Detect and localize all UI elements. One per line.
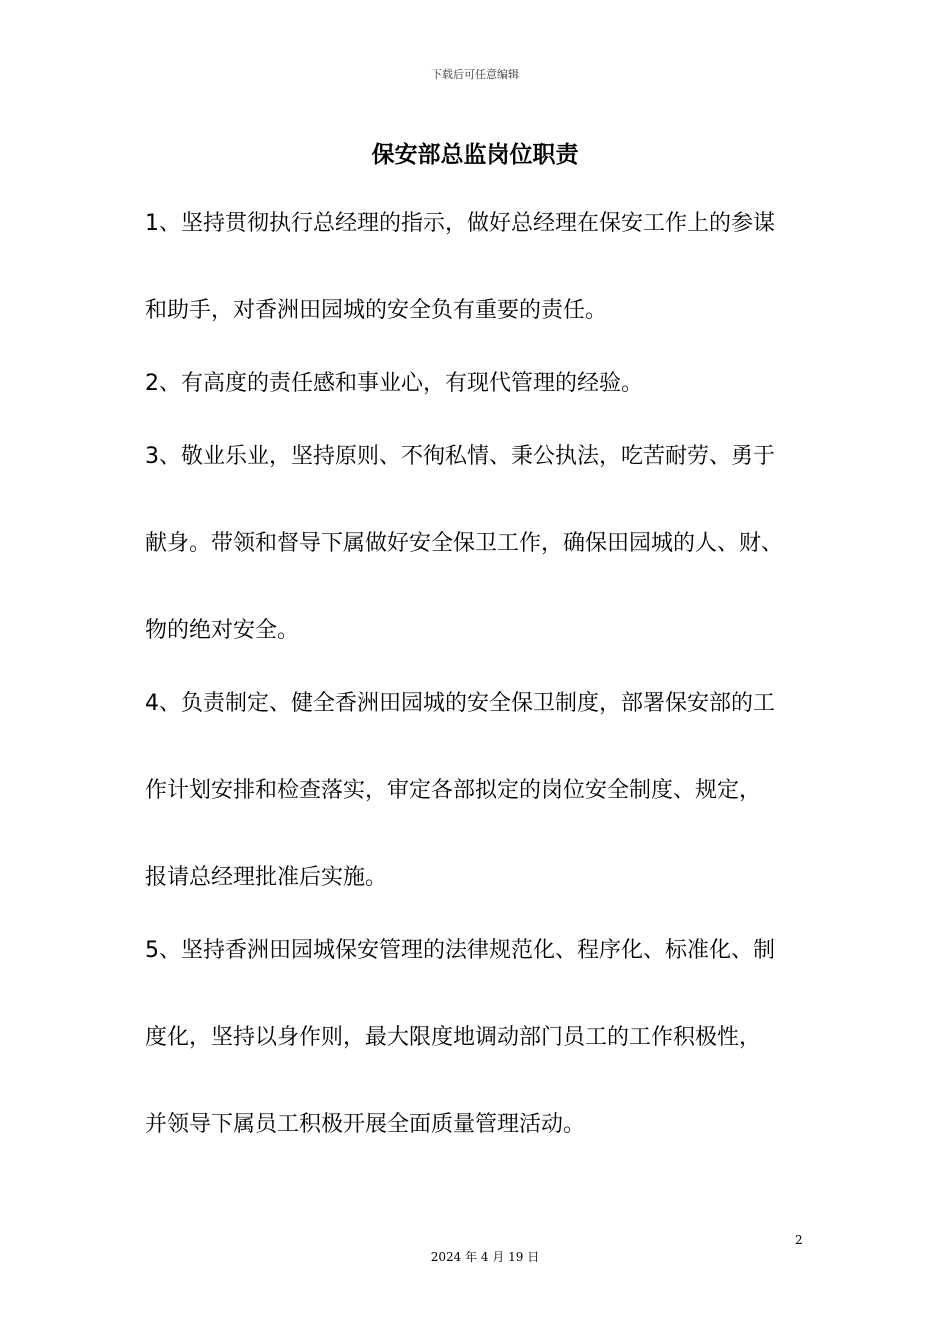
paragraph-line: 3、敬业乐业，坚持原则、不徇私情、秉公执法，吃苦耐劳、勇于 bbox=[145, 444, 775, 469]
paragraph-line: 4、负责制定、健全香洲田园城的安全保卫制度，部署保安部的工 bbox=[145, 691, 775, 716]
paragraph-line: 度化，坚持以身作则，最大限度地调动部门员工的工作积极性， bbox=[145, 1025, 762, 1050]
paragraph-line: 并领导下属员工积极开展全面质量管理活动。 bbox=[145, 1112, 586, 1137]
header-note: 下载后可任意编辑 bbox=[431, 68, 519, 81]
paragraph-line: 和助手，对香洲田园城的安全负有重要的责任。 bbox=[145, 298, 608, 323]
paragraph-line: 5、坚持香洲田园城保安管理的法律规范化、程序化、标准化、制 bbox=[145, 938, 775, 963]
paragraph-line: 2、有高度的责任感和事业心，有现代管理的经验。 bbox=[145, 371, 643, 396]
paragraph-line: 作计划安排和检查落实，审定各部拟定的岗位安全制度、规定， bbox=[145, 778, 762, 803]
page-number: 2 bbox=[795, 1233, 803, 1247]
paragraph-line: 1、坚持贯彻执行总经理的指示，做好总经理在保安工作上的参谋 bbox=[145, 211, 775, 236]
page-title: 保安部总监岗位职责 bbox=[371, 142, 579, 168]
paragraph-line: 物的绝对安全。 bbox=[145, 618, 300, 643]
paragraph-line: 报请总经理批准后实施。 bbox=[145, 865, 388, 890]
paragraph-line: 献身。带领和督导下属做好安全保卫工作，确保田园城的人、财、 bbox=[145, 531, 784, 556]
footer-date: 2024 年 4 月 19 日 bbox=[430, 1250, 540, 1264]
